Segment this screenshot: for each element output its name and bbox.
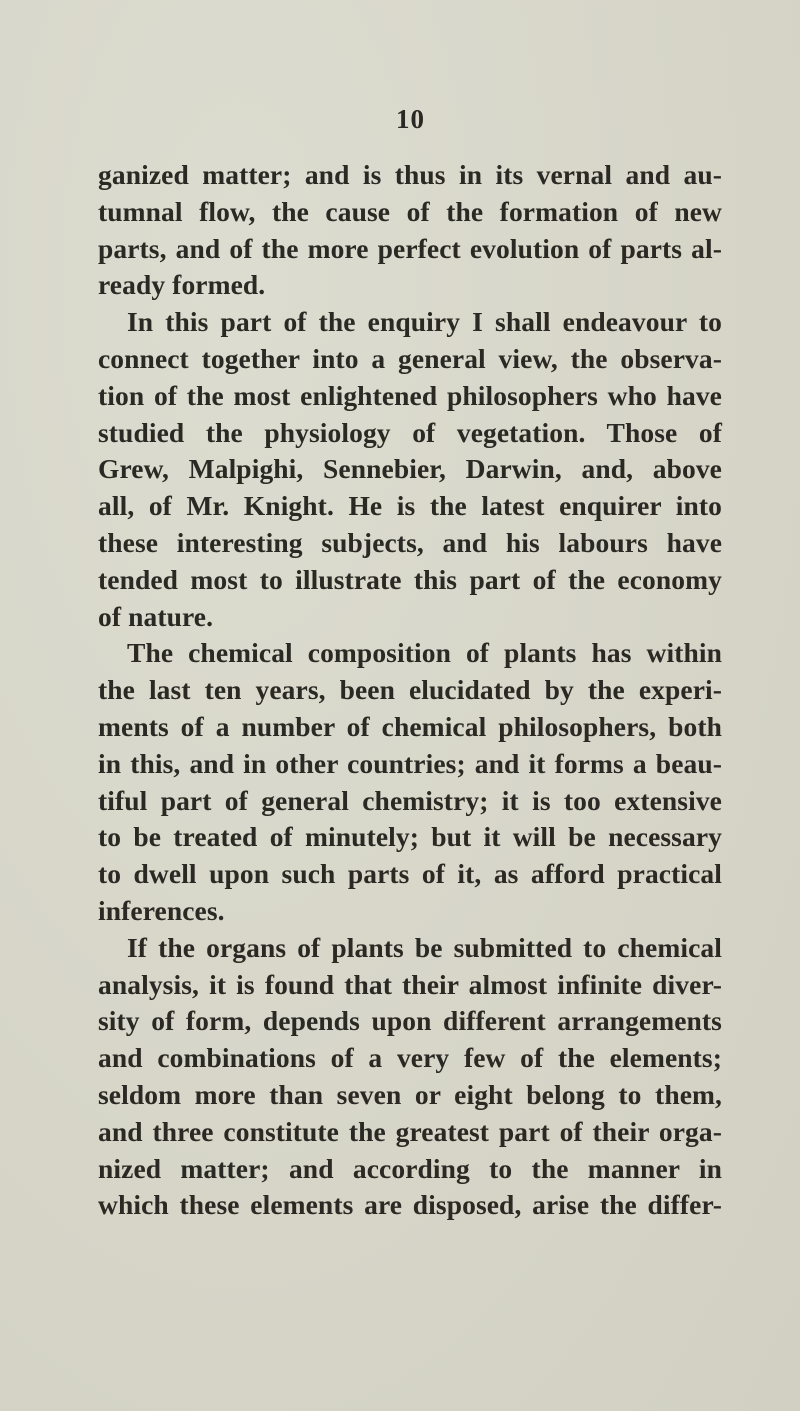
text-line: ganized matter; and is thus in its vernal and au- — [98, 159, 722, 190]
page-number: 10 — [396, 104, 425, 134]
text-line: these interesting subjects, and his labours have — [98, 526, 722, 558]
text-line: sity of form, depends upon different arrangements — [98, 1005, 722, 1037]
text-line: the last ten years, been elucidated by the experi- — [98, 674, 722, 706]
text-line: connect together into a general view, the observa- — [98, 342, 722, 374]
body-text — [98, 157, 722, 1224]
text-line: inferences. — [98, 894, 225, 926]
text-line: and three constitute the greatest part of their orga- — [98, 1115, 722, 1147]
paragraph-start-line: In this part of the enquiry I shall endeavour to — [127, 306, 722, 338]
text-line: all, of Mr. Knight. He is the latest enquirer into — [98, 490, 722, 522]
text-line: which these elements are disposed, arise the differ- — [98, 1189, 722, 1221]
text-line: ments of a number of chemical philosophers, both — [98, 710, 722, 742]
text-line: and combinations of a very few of the elements; — [98, 1042, 722, 1074]
text-line: to dwell upon such parts of it, as afford practical — [98, 858, 722, 890]
text-line: tiful part of general chemistry; it is too extensive — [98, 784, 722, 816]
text-line: seldom more than seven or eight belong to them, — [98, 1078, 722, 1110]
text-line: of nature. — [98, 600, 214, 632]
text-line: tumnal flow, the cause of the formation of new — [98, 195, 722, 227]
paragraph-start-line: The chemical composition of plants has within — [127, 637, 722, 669]
text-line: nized matter; and according to the manner in — [98, 1152, 722, 1184]
text-line: ready formed. — [98, 269, 266, 301]
text-line: parts, and of the more perfect evolution of parts al- — [98, 232, 722, 264]
text-line: analysis, it is found that their almost infinite diver- — [98, 968, 722, 1000]
text-line: Grew, Malpighi, Sennebier, Darwin, and, above — [98, 453, 722, 485]
text-line: in this, and in other countries; and it forms a beau- — [98, 747, 722, 779]
text-line: to be treated of minutely; but it will be necessary — [98, 821, 722, 853]
paragraph-start-line: If the organs of plants be submitted to chemical — [127, 931, 722, 963]
text-line: studied the physiology of vegetation. Those of — [98, 416, 722, 448]
text-line: tended most to illustrate this part of the economy — [98, 563, 722, 595]
text-line: tion of the most enlightened philosophers who have — [98, 379, 722, 411]
